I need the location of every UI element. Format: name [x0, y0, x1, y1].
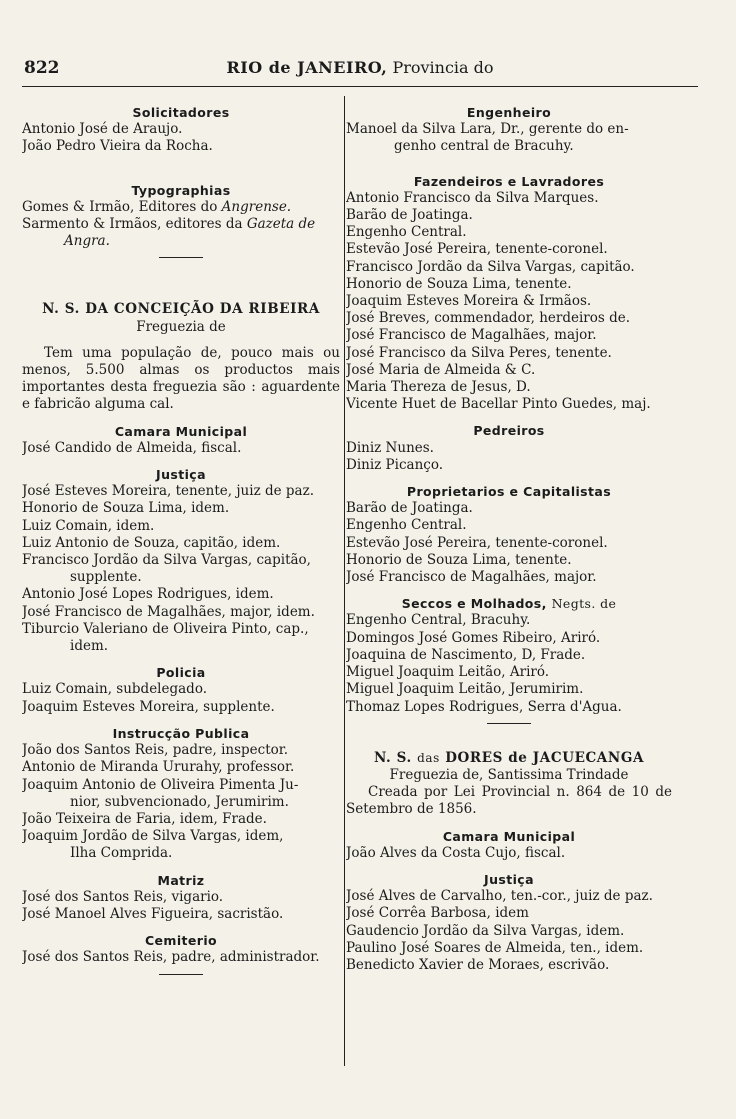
list-item: José Manoel Alves Figueira, sacristão.: [22, 905, 284, 922]
newspaper-title: Angrense.: [221, 198, 292, 215]
parish-description: Creada por Lei Provincial n. 864 de 10 de Setembro de 1856.: [346, 784, 672, 818]
list-item: José dos Santos Reis, padre, administrador.: [22, 949, 320, 966]
list-item: Benedicto Xavier de Moraes, escrivão.: [346, 956, 610, 973]
list-item: José Francisco de Magalhães, major.: [346, 569, 597, 586]
list-item: Francisco Jordão da Silva Vargas, capitão,: [22, 552, 311, 569]
entry-text: Gomes & Irmão, Editores do: [22, 198, 222, 215]
parish-description: Tem uma população de, pouco mais ou menos, 5.500 almas os productos mais importantes desta freguezia são : aguardente e fabricão alguma cal.: [22, 344, 340, 413]
heading-pedreiros: Pedreiros: [473, 423, 545, 439]
list-item: [22, 199, 340, 216]
running-head-city: RIO de JANEIRO,: [226, 58, 388, 77]
heading-policia: Policia: [156, 665, 206, 681]
list-item: José Francisco de Magalhães, major, idem.: [22, 603, 315, 620]
list-item: José Francisco da Silva Peres, tenente.: [346, 344, 612, 361]
list-item: Engenho Central, Bracuhy.: [346, 612, 531, 629]
column-divider: [344, 96, 345, 1066]
left-column: [22, 104, 340, 975]
parish-title: [346, 750, 672, 767]
list-item: Estevão José Pereira, tenente-coronel.: [346, 241, 608, 258]
heading-justica: Justiça: [156, 467, 206, 483]
heading-typographias: Typographias: [131, 182, 231, 198]
list-item: Domingos José Gomes Ribeiro, Ariró.: [346, 629, 601, 646]
list-item-continuation: supplente.: [70, 569, 142, 586]
list-item: Estevão José Pereira, tenente-coronel.: [346, 534, 608, 551]
list-item: Joaquim Esteves Moreira, supplente.: [22, 698, 275, 715]
list-item: Thomaz Lopes Rodrigues, Serra d'Agua.: [346, 698, 622, 715]
heading-fazendeiros: Fazendeiros e Lavradores: [413, 173, 605, 189]
heading-seccos-molhados: [346, 595, 672, 612]
list-item: Luiz Comain, subdelegado.: [22, 681, 207, 698]
list-item: Tiburcio Valeriano de Oliveira Pinto, cap.,: [22, 620, 309, 637]
list-item: José Francisco de Magalhães, major.: [346, 327, 597, 344]
entry-text: Sarmento & Irmãos, editores da: [22, 216, 247, 233]
parish-subtitle: Freguezia de: [136, 318, 226, 335]
list-item: José Maria de Almeida & C.: [346, 361, 536, 378]
list-item: Joaquim Jordão de Silva Vargas, idem,: [22, 828, 284, 845]
list-item: João Alves da Costa Cujo, fiscal.: [346, 844, 566, 861]
list-item-continuation: Ilha Comprida.: [70, 845, 173, 862]
page-number: 822: [24, 58, 60, 78]
heading-camara-municipal: Camara Municipal: [442, 828, 576, 844]
parish-title: N. S. DA CONCEIÇÃO DA RIBEIRA: [42, 301, 320, 318]
right-column: [346, 104, 672, 974]
list-item-continuation: [22, 233, 340, 250]
section-rule: [159, 974, 203, 975]
list-item: João Teixeira de Faria, idem, Frade.: [22, 810, 267, 827]
list-item-continuation: idem.: [70, 638, 109, 655]
list-item: Joaquina de Nascimento, D, Frade.: [346, 646, 586, 663]
parish-title-a: N. S.: [373, 749, 412, 766]
heading-cemiterio: Cemiterio: [144, 933, 218, 949]
heading-proprietarios: Proprietarios e Capitalistas: [406, 484, 612, 500]
list-item: Miguel Joaquim Leitão, Jerumirim.: [346, 681, 584, 698]
heading-matriz: Matriz: [157, 872, 205, 888]
list-item: Honorio de Souza Lima, tenente.: [346, 551, 572, 568]
list-item: Maria Thereza de Jesus, D.: [346, 379, 531, 396]
heading-instruccao-publica: Instrucção Publica: [112, 725, 250, 741]
heading-seccos-bold: Seccos e Molhados,: [401, 596, 547, 612]
header-rule: [22, 86, 698, 87]
list-item: Antonio de Miranda Ururahy, professor.: [22, 759, 295, 776]
page-header: [24, 58, 696, 84]
running-head-province: Provincia do: [392, 58, 494, 77]
parish-title-c: DORES de JACUECANGA: [445, 749, 645, 766]
list-item: José Candido de Almeida, fiscal.: [22, 439, 242, 456]
list-item-continuation: nior, subvencionado, Jerumirim.: [70, 793, 289, 810]
list-item: Manoel da Silva Lara, Dr., gerente do en-: [346, 121, 629, 138]
list-item: Paulino José Soares de Almeida, ten., idem.: [346, 939, 644, 956]
running-head: [84, 58, 696, 77]
list-item: José dos Santos Reis, vigario.: [22, 888, 224, 905]
list-item: José Alves de Carvalho, ten.-cor., juiz de paz.: [346, 888, 653, 905]
list-item: Honorio de Souza Lima, idem.: [22, 500, 230, 517]
list-item: Joaquim Antonio de Oliveira Pimenta Ju-: [22, 776, 299, 793]
heading-seccos-rest: Negts. de: [551, 596, 617, 612]
list-item: Barão de Joatinga.: [346, 207, 473, 224]
list-item: Antonio José de Araujo.: [22, 121, 183, 138]
list-item: Diniz Nunes.: [346, 439, 434, 456]
parish-subtitle: Freguezia de, Santissima Trindade: [389, 766, 629, 783]
list-item: Gaudencio Jordão da Silva Vargas, idem.: [346, 922, 625, 939]
list-item: Engenho Central.: [346, 224, 467, 241]
list-item: Barão de Joatinga.: [346, 500, 473, 517]
list-item: Luiz Antonio de Souza, capitão, idem.: [22, 534, 281, 551]
list-item: Joaquim Esteves Moreira & Irmãos.: [346, 293, 592, 310]
heading-engenheiro: Engenheiro: [466, 105, 552, 120]
list-item: Honorio de Souza Lima, tenente.: [346, 275, 572, 292]
list-item: Antonio Francisco da Silva Marques.: [346, 189, 599, 206]
list-item: José Esteves Moreira, tenente, juiz de paz.: [22, 483, 314, 500]
newspaper-title-cont: Angra.: [64, 233, 110, 250]
heading-justica: Justiça: [484, 871, 534, 887]
newspaper-title: Gazeta de: [246, 216, 316, 233]
list-item: Antonio José Lopes Rodrigues, idem.: [22, 586, 274, 603]
heading-camara-municipal: Camara Municipal: [114, 423, 248, 439]
list-item: José Breves, commendador, herdeiros de.: [346, 310, 631, 327]
list-item-continuation: genho central de Bracuhy.: [394, 138, 574, 155]
list-item: Vicente Huet de Bacellar Pinto Guedes, maj.: [346, 396, 651, 413]
list-item: [22, 216, 340, 233]
list-item: Luiz Comain, idem.: [22, 517, 155, 534]
list-item: João Pedro Vieira da Rocha.: [22, 138, 213, 155]
list-item: José Corrêa Barbosa, idem: [346, 905, 529, 922]
parish-title-b: das: [417, 750, 440, 765]
list-item: Diniz Picanço.: [346, 456, 444, 473]
list-item: Engenho Central.: [346, 517, 467, 534]
list-item: João dos Santos Reis, padre, inspector.: [22, 742, 289, 759]
list-item: Francisco Jordão da Silva Vargas, capitão.: [346, 258, 635, 275]
heading-solicitadores: Solicitadores: [132, 105, 230, 120]
list-item: Miguel Joaquim Leitão, Ariró.: [346, 664, 550, 681]
